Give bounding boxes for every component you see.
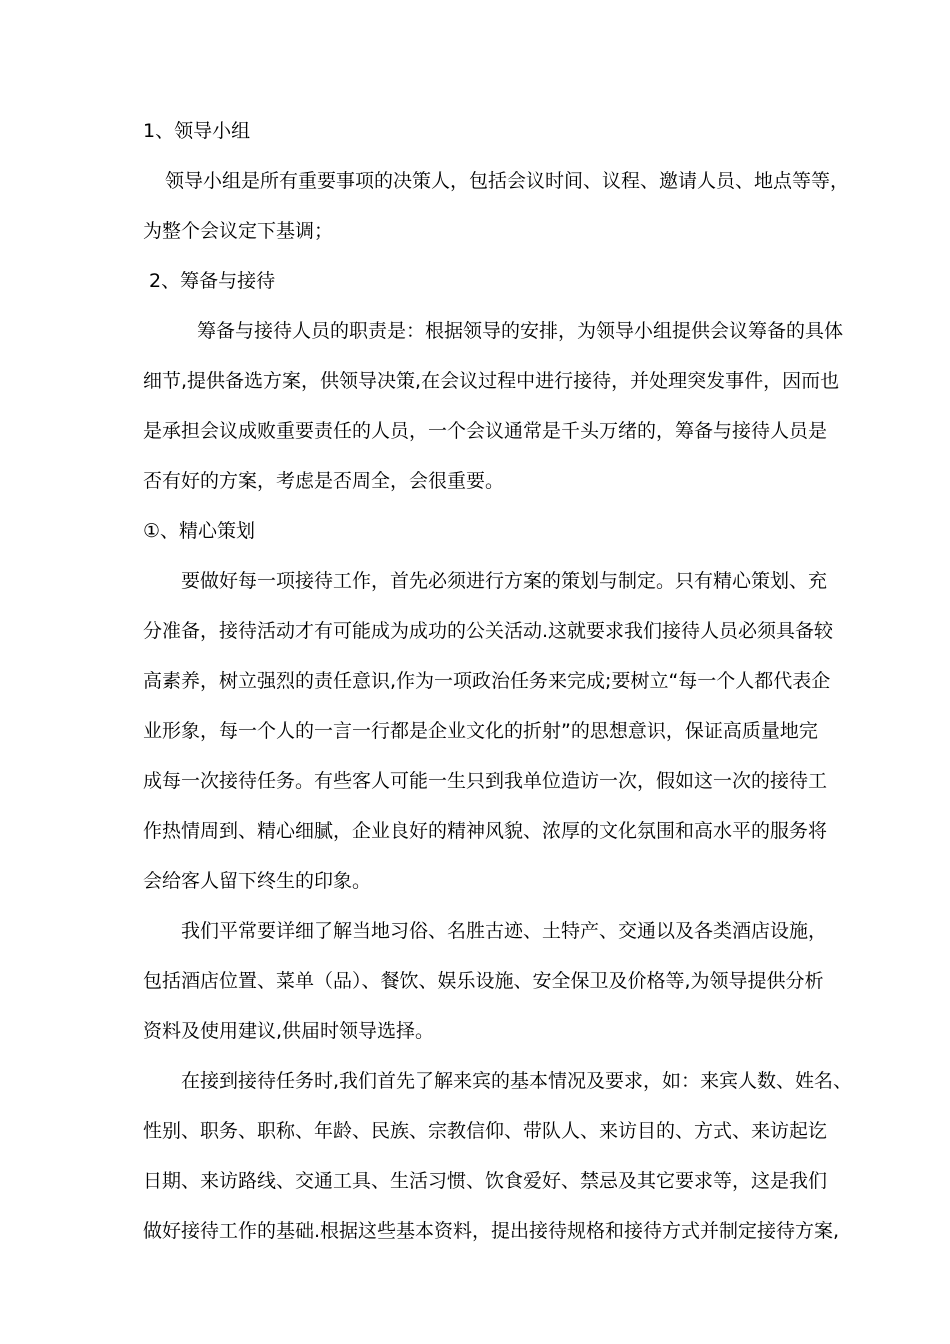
paragraph-line: 我们平常要详细了解当地习俗、名胜古迹、土特产、交通以及各类酒店设施，: [181, 920, 828, 942]
paragraph-line: 成每一次接待任务。有些客人可能一生只到我单位造访一次，假如这一次的接待工: [143, 770, 828, 792]
section-heading-leading-group: 1、领导小组: [143, 120, 251, 142]
paragraph-line: 资料及使用建议,供届时领导选择。: [143, 1020, 435, 1042]
paragraph-line: 性别、职务、职称、年龄、民族、宗教信仰、带队人、来访目的、方式、来访起讫: [143, 1120, 828, 1142]
paragraph-line: 筹备与接待人员的职责是：根据领导的安排，为领导小组提供会议筹备的具体: [197, 320, 844, 342]
section-heading-preparation: 2、筹备与接待: [149, 270, 276, 292]
subsection-heading-planning: ①、精心策划: [143, 520, 256, 542]
paragraph-line: 做好接待工作的基础.根据这些基本资料，提出接待规格和接待方式并制定接待方案,: [143, 1220, 840, 1242]
paragraph-line: 在接到接待任务时,我们首先了解来宾的基本情况及要求，如：来宾人数、姓名、: [181, 1070, 853, 1092]
paragraph-line: 业形象，每一个人的一言一行都是企业文化的折射”的思想意识，保证高质量地完: [143, 720, 818, 742]
paragraph-line: 领导小组是所有重要事项的决策人，包括会议时间、议程、邀请人员、地点等等，: [165, 170, 850, 192]
paragraph-line: 日期、来访路线、交通工具、生活习惯、饮食爱好、禁忌及其它要求等，这是我们: [143, 1170, 828, 1192]
paragraph-line: 会给客人留下终生的印象。: [143, 870, 372, 892]
paragraph-line: 高素养，树立强烈的责任意识,作为一项政治任务来完成;要树立“每一个人都代表企: [143, 670, 831, 692]
paragraph-line: 包括酒店位置、菜单（品）、餐饮、娱乐设施、安全保卫及价格等,为领导提供分析: [143, 970, 824, 992]
paragraph-line: 作热情周到、精心细腻，企业良好的精神风貌、浓厚的文化氛围和高水平的服务将: [143, 820, 828, 842]
paragraph-line: 否有好的方案，考虑是否周全，会很重要。: [143, 470, 505, 492]
paragraph-line: 要做好每一项接待工作，首先必须进行方案的策划与制定。只有精心策划、充: [181, 570, 828, 592]
paragraph-line: 为整个会议定下基调；: [143, 220, 334, 242]
paragraph-line: 细节,提供备选方案，供领导决策,在会议过程中进行接待，并处理突发事件，因而也: [143, 370, 840, 392]
paragraph-line: 是承担会议成败重要责任的人员，一个会议通常是千头万绪的，筹备与接待人员是: [143, 420, 828, 442]
paragraph-line: 分准备，接待活动才有可能成为成功的公关活动.这就要求我们接待人员必须具备较: [143, 620, 834, 642]
